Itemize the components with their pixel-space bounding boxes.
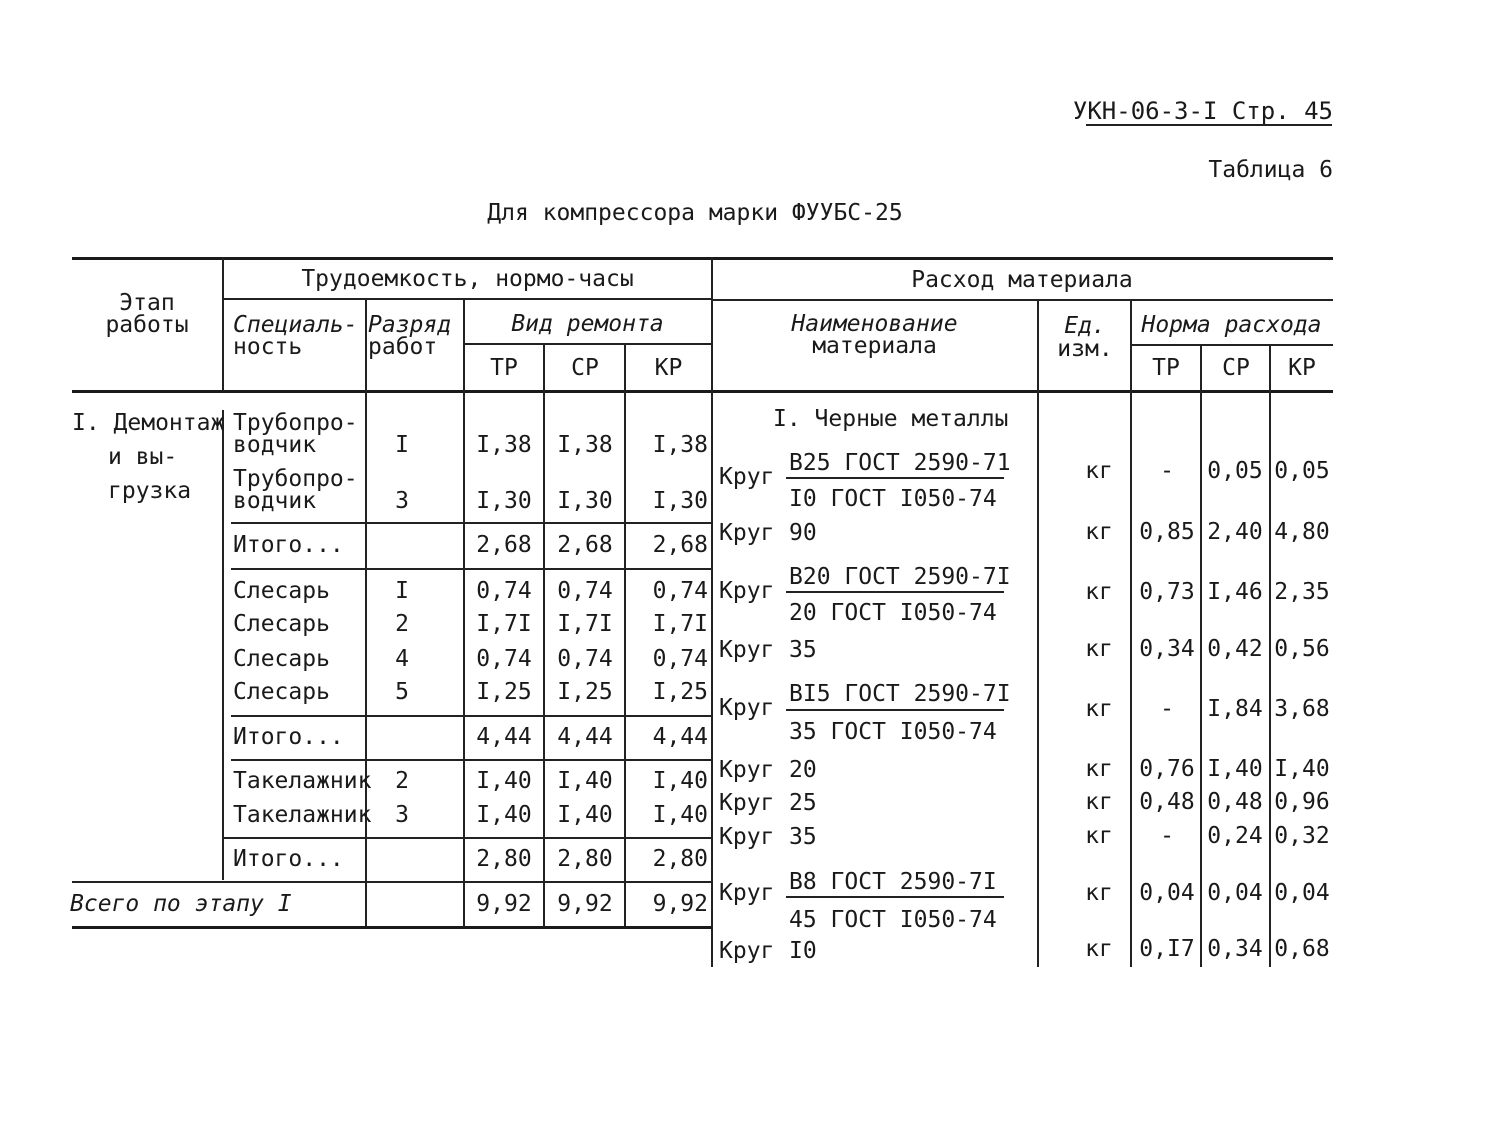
worker-kr: I,40 [652,768,708,794]
stage-name-line1: I. Демонтаж [72,410,225,436]
material-name: Круг [719,520,775,546]
material-norm-kr: 0,04 [1274,880,1330,906]
subtotal-rule-3 [231,715,712,717]
material-norm-kr: 3,68 [1274,696,1330,722]
worker-specialty: Такелажник [233,768,372,794]
worker-specialty: Слесарь [233,578,330,604]
vline-middle [711,257,713,967]
stage-name-line2: и вы- [108,444,178,470]
material-norm-kr: 0,32 [1274,823,1330,849]
worker-sr: I,30 [557,488,613,514]
worker-grade: 5 [395,679,409,705]
material-spec-top: 25 [789,790,817,816]
material-norm-tr: - [1160,823,1174,849]
worker-tr: I,38 [476,432,532,458]
material-norm-kr: 2,35 [1274,579,1330,605]
material-norm-sr: 0,34 [1207,936,1263,962]
worker-specialty: водчик [233,432,317,458]
material-name: Круг [719,695,775,721]
material-norm-tr: 0,48 [1139,789,1195,815]
header-material: Расход материала [911,267,1133,293]
header-repair-kind: Вид ремонта [511,311,664,337]
worker-grade: 3 [395,802,409,828]
material-fraction-line [786,896,1004,898]
material-fraction-line [786,477,1004,479]
material-unit: кг [1085,936,1113,962]
worker-tr: 2,80 [476,846,532,872]
material-norm-tr: 0,73 [1139,579,1195,605]
header-grade-line1: Разряд [368,312,452,338]
worker-kr: I,40 [652,802,708,828]
header-norm: Норма расхода [1141,312,1322,338]
subtotal-rule-2 [231,568,712,570]
material-spec-bottom: I0 ГОСТ I050-74 [789,486,997,512]
header-stage-line1: Этап [119,290,175,316]
material-name: Круг [719,757,775,783]
material-norm-sr: 0,24 [1207,823,1263,849]
worker-specialty: Итого... [233,846,344,872]
worker-tr: I,7I [476,611,532,637]
table-top-rule [72,257,1333,260]
header-unit-line1: Ед. [1064,313,1106,339]
worker-tr: I,25 [476,679,532,705]
table-number: Таблица 6 [1208,157,1333,183]
material-unit: кг [1085,519,1113,545]
material-spec-top: В8 ГОСТ 2590-7I [789,869,997,895]
material-norm-sr: I,40 [1207,756,1263,782]
worker-kr: I,7I [652,611,708,637]
worker-sr: I,38 [557,432,613,458]
material-name: Круг [719,790,775,816]
material-spec-top: I0 [789,938,817,964]
material-norm-tr: - [1160,696,1174,722]
worker-kr: 2,68 [652,532,708,558]
worker-tr: I,40 [476,768,532,794]
material-norm-kr: 0,68 [1274,936,1330,962]
subtotal-rule-1 [231,522,712,524]
header-mat-name-line2: материала [812,333,937,359]
material-name: Круг [719,464,775,490]
material-norm-tr: 0,76 [1139,756,1195,782]
worker-sr: I,25 [557,679,613,705]
worker-kr: 0,74 [652,646,708,672]
material-spec-top: 20 [789,757,817,783]
material-norm-tr: - [1160,458,1174,484]
material-unit: кг [1085,756,1113,782]
worker-kr: 0,74 [652,578,708,604]
worker-sr: 0,74 [557,578,613,604]
header-kr: КР [654,355,683,381]
material-norm-sr: 0,04 [1207,880,1263,906]
material-norm-sr: I,46 [1207,579,1263,605]
vline-stage-body [222,410,224,880]
material-spec-bottom: 45 ГОСТ I050-74 [789,907,997,933]
material-unit: кг [1085,823,1113,849]
worker-specialty: Такелажник [233,802,372,828]
stage-total-kr: 9,92 [652,891,708,917]
stage-total-label: Всего по этапу I [70,891,292,917]
material-norm-kr: I,40 [1274,756,1330,782]
norm-rule [1131,344,1333,346]
material-unit: кг [1085,636,1113,662]
doc-code-underline [1086,124,1332,126]
material-name: Круг [719,578,775,604]
worker-sr: 2,80 [557,846,613,872]
doc-code: УКН-06-3-I Стр. 45 [1072,97,1333,125]
worker-specialty: Трубопро- [233,410,358,436]
worker-kr: I,30 [652,488,708,514]
worker-grade: 4 [395,646,409,672]
material-norm-tr: 0,85 [1139,519,1195,545]
header-specialty-line1: Специаль- [233,312,358,338]
table-caption: Для компрессора марки ФУУБС-25 [487,200,903,226]
header-labor: Трудоемкость, нормо-часы [301,266,634,292]
material-header-rule [712,299,1333,301]
worker-specialty: Трубопро- [233,466,358,492]
worker-specialty: Итого... [233,532,344,558]
material-norm-sr: I,84 [1207,696,1263,722]
worker-specialty: водчик [233,488,317,514]
worker-tr: I,40 [476,802,532,828]
material-spec-top: 35 [789,824,817,850]
worker-grade: 2 [395,611,409,637]
subtotal-rule-5 [222,837,712,839]
worker-specialty: Слесарь [233,679,330,705]
worker-tr: 0,74 [476,578,532,604]
worker-grade: I [395,578,409,604]
material-spec-top: В25 ГОСТ 2590-71 [789,450,1011,476]
left-table-bottom-rule [72,926,712,929]
worker-specialty: Итого... [233,724,344,750]
vline-material [1037,300,1039,967]
header-mat-name-line1: Наименование [791,311,958,337]
header-tr: ТР [490,355,518,381]
worker-grade: 2 [395,768,409,794]
material-name: Круг [719,637,775,663]
material-norm-sr: 0,05 [1207,458,1263,484]
worker-sr: 0,74 [557,646,613,672]
worker-tr: 2,68 [476,532,532,558]
worker-specialty: Слесарь [233,646,330,672]
worker-sr: 2,68 [557,532,613,558]
worker-sr: I,7I [557,611,613,637]
material-group-title: I. Черные металлы [773,406,1009,432]
material-unit: кг [1085,789,1113,815]
material-name: Круг [719,938,775,964]
stage-total-tr: 9,92 [476,891,532,917]
worker-kr: 2,80 [652,846,708,872]
material-spec-top: В20 ГОСТ 2590-7I [789,564,1011,590]
worker-grade: 3 [395,488,409,514]
material-name: Круг [719,880,775,906]
material-unit: кг [1085,579,1113,605]
stage-name-line3: грузка [108,478,192,504]
header-stage-line2: работы [105,312,189,338]
subtotal-rule-6 [72,881,712,883]
subtotal-rule-4 [231,759,712,761]
header-norm-kr: КР [1288,355,1316,381]
material-spec-top: 35 [789,637,817,663]
worker-sr: I,40 [557,802,613,828]
material-fraction-line [786,591,1004,593]
worker-tr: I,30 [476,488,532,514]
header-sr: СР [571,355,599,381]
material-norm-sr: 0,42 [1207,636,1263,662]
material-fraction-line [786,709,1004,711]
material-norm-kr: 4,80 [1274,519,1330,545]
worker-kr: 4,44 [652,724,708,750]
header-grade-line2: работ [368,334,438,360]
material-norm-kr: 0,96 [1274,789,1330,815]
stage-total-sr: 9,92 [557,891,613,917]
material-name: Круг [719,824,775,850]
material-spec-top: 90 [789,520,817,546]
header-unit-line2: изм. [1057,336,1113,362]
labor-header-rule [224,298,712,300]
worker-sr: I,40 [557,768,613,794]
repair-kind-rule [464,343,712,345]
material-unit: кг [1085,880,1113,906]
vline-unit [1130,300,1132,967]
worker-kr: I,25 [652,679,708,705]
material-norm-kr: 0,05 [1274,458,1330,484]
worker-tr: 4,44 [476,724,532,750]
header-specialty-line2: ность [233,334,303,360]
worker-kr: I,38 [652,432,708,458]
header-bottom-rule [72,390,1333,393]
header-norm-sr: СР [1222,355,1250,381]
material-norm-tr: 0,04 [1139,880,1195,906]
material-unit: кг [1085,458,1113,484]
material-norm-sr: 2,40 [1207,519,1263,545]
worker-specialty: Слесарь [233,611,330,637]
material-norm-tr: 0,I7 [1139,936,1195,962]
material-unit: кг [1085,696,1113,722]
worker-sr: 4,44 [557,724,613,750]
material-spec-bottom: 20 ГОСТ I050-74 [789,600,997,626]
worker-grade: I [395,432,409,458]
header-norm-tr: ТР [1152,355,1180,381]
vline-stage [222,257,224,391]
material-spec-top: ВI5 ГОСТ 2590-7I [789,681,1011,707]
material-norm-sr: 0,48 [1207,789,1263,815]
material-norm-kr: 0,56 [1274,636,1330,662]
worker-tr: 0,74 [476,646,532,672]
material-spec-bottom: 35 ГОСТ I050-74 [789,719,997,745]
material-norm-tr: 0,34 [1139,636,1195,662]
